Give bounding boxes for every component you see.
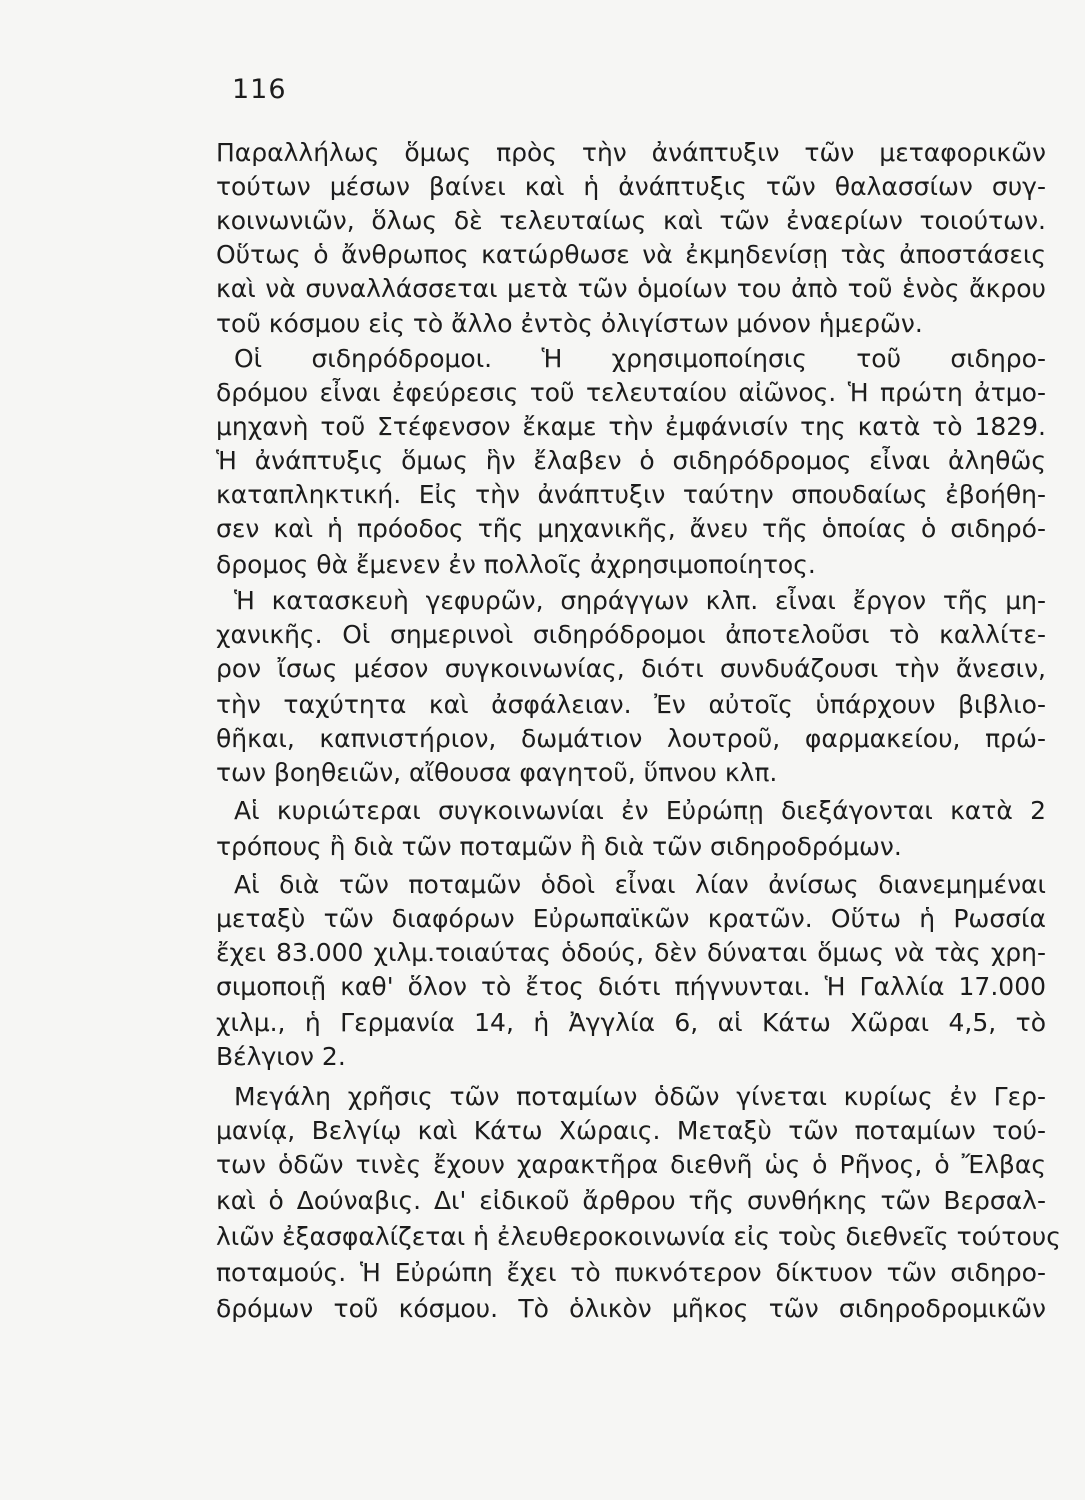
text-line: λιῶν ἐξασφαλίζεται ἡ ἐλευθεροκοινωνία εἰς τοὺς διεθνεῖς τούτους [216,1222,1061,1251]
text-line: των βοηθειῶν, αἴθουσα φαγητοῦ, ὕπνου κλπ. [216,758,778,787]
text-line: τούτων μέσων βαίνει καὶ ἡ ἀνάπτυξις τῶν θαλασσίων συγ- [216,172,1046,201]
text-line: καὶ νὰ συναλλάσσεται μετὰ τῶν ὁμοίων του ἀπὸ τοῦ ἑνὸς ἄκρου [216,274,1046,303]
text-line: μεταξὺ τῶν διαφόρων Εὐρωπαϊκῶν κρατῶν. Οὕτω ἡ Ρωσσία [216,904,1046,933]
text-line: Αἱ διὰ τῶν ποταμῶν ὁδοὶ εἶναι λίαν ἀνίσως διανεμημέναι [234,870,1046,899]
text-line: σεν καὶ ἡ πρόοδος τῆς μηχανικῆς, ἄνευ τῆς ὁποίας ὁ σιδηρό- [216,514,1046,543]
text-line: τοῦ κόσμου εἰς τὸ ἄλλο ἐντὸς ὀλιγίστων μόνον ἡμερῶν. [216,309,923,338]
text-line: Μεγάλη χρῆσις τῶν ποταμίων ὁδῶν γίνεται κυρίως ἐν Γερ- [234,1082,1046,1111]
text-line: δρόμων τοῦ κόσμου. Τὸ ὁλικὸν μῆκος τῶν σιδηροδρομικῶν [216,1294,1046,1323]
text-line: κοινωνιῶν, ὅλως δὲ τελευταίως καὶ τῶν ἐναερίων τοιούτων. [216,206,1046,235]
text-line: θῆκαι, καπνιστήριον, δωμάτιον λουτροῦ, φαρμακείου, πρώ- [216,724,1046,753]
text-line: Παραλλήλως ὅμως πρὸς τὴν ἀνάπτυξιν τῶν μεταφορικῶν [216,138,1046,167]
text-line: δρόμου εἶναι ἐφεύρεσις τοῦ τελευταίου αἰῶνος. Ἡ πρώτη ἀτμο- [216,378,1046,407]
text-line: ρον ἴσως μέσον συγκοινωνίας, διότι συνδυάζουσι τὴν ἄνεσιν, [216,654,1046,683]
text-line: καὶ ὁ Δούναβις. Δι' εἰδικοῦ ἄρθρου τῆς συνθήκης τῶν Βερσαλ- [216,1186,1046,1215]
text-line: των ὁδῶν τινὲς ἔχουν χαρακτῆρα διεθνῆ ὡς ὁ Ρῆνος, ὁ Ἔλβας [216,1150,1046,1179]
text-line: Αἱ κυριώτεραι συγκοινωνίαι ἐν Εὐρώπῃ διεξάγονται κατὰ 2 [234,796,1046,825]
text-line: χιλμ., ἡ Γερμανία 14, ἡ Ἀγγλία 6, αἱ Κάτω Χῶραι 4,5, τὸ [216,1008,1046,1037]
text-line: Ἡ κατασκευὴ γεφυρῶν, σηράγγων κλπ. εἶναι ἔργον τῆς μη- [234,586,1046,615]
text-line: τρόπους ἢ διὰ τῶν ποταμῶν ἢ διὰ τῶν σιδηροδρόμων. [216,832,902,861]
text-line: σιμοποιῇ καθ' ὅλον τὸ ἔτος διότι πήγνυνται. Ἡ Γαλλία 17.000 [216,972,1046,1001]
page-number: 116 [232,74,287,105]
text-line: δρομος θὰ ἔμενεν ἐν πολλοῖς ἀχρησιμοποίητος. [216,550,816,579]
text-line: τὴν ταχύτητα καὶ ἀσφάλειαν. Ἐν αὐτοῖς ὑπάρχουν βιβλιο- [216,690,1046,719]
text-line: Οὕτως ὁ ἄνθρωπος κατώρθωσε νὰ ἐκμηδενίσῃ τὰς ἀποστάσεις [216,240,1046,269]
text-line: μηχανὴ τοῦ Στέφενσον ἔκαμε τὴν ἐμφάνισίν της κατὰ τὸ 1829. [216,412,1046,441]
text-line: Βέλγιον 2. [216,1042,346,1071]
text-line: ἔχει 83.000 χιλμ.τοιαύτας ὁδούς, δὲν δύναται ὅμως νὰ τὰς χρη- [216,938,1046,967]
text-line: ποταμούς. Ἡ Εὐρώπη ἔχει τὸ πυκνότερον δίκτυον τῶν σιδηρο- [216,1258,1046,1287]
text-line: μανίᾳ, Βελγίῳ καὶ Κάτω Χώραις. Μεταξὺ τῶν ποταμίων τού- [216,1116,1046,1145]
section-heading-line: Οἱ σιδηρόδρομοι. Ἡ χρησιμοποίησις τοῦ σιδηρο- [234,344,1046,373]
text-line: καταπληκτική. Εἰς τὴν ἀνάπτυξιν ταύτην σπουδαίως ἐβοήθη- [216,480,1046,509]
text-line: Ἡ ἀνάπτυξις ὅμως ἣν ἔλαβεν ὁ σιδηρόδρομος εἶναι ἀληθῶς [216,446,1046,475]
text-line: χανικῆς. Οἱ σημερινοὶ σιδηρόδρομοι ἀποτελοῦσι τὸ καλλίτε- [216,620,1046,649]
